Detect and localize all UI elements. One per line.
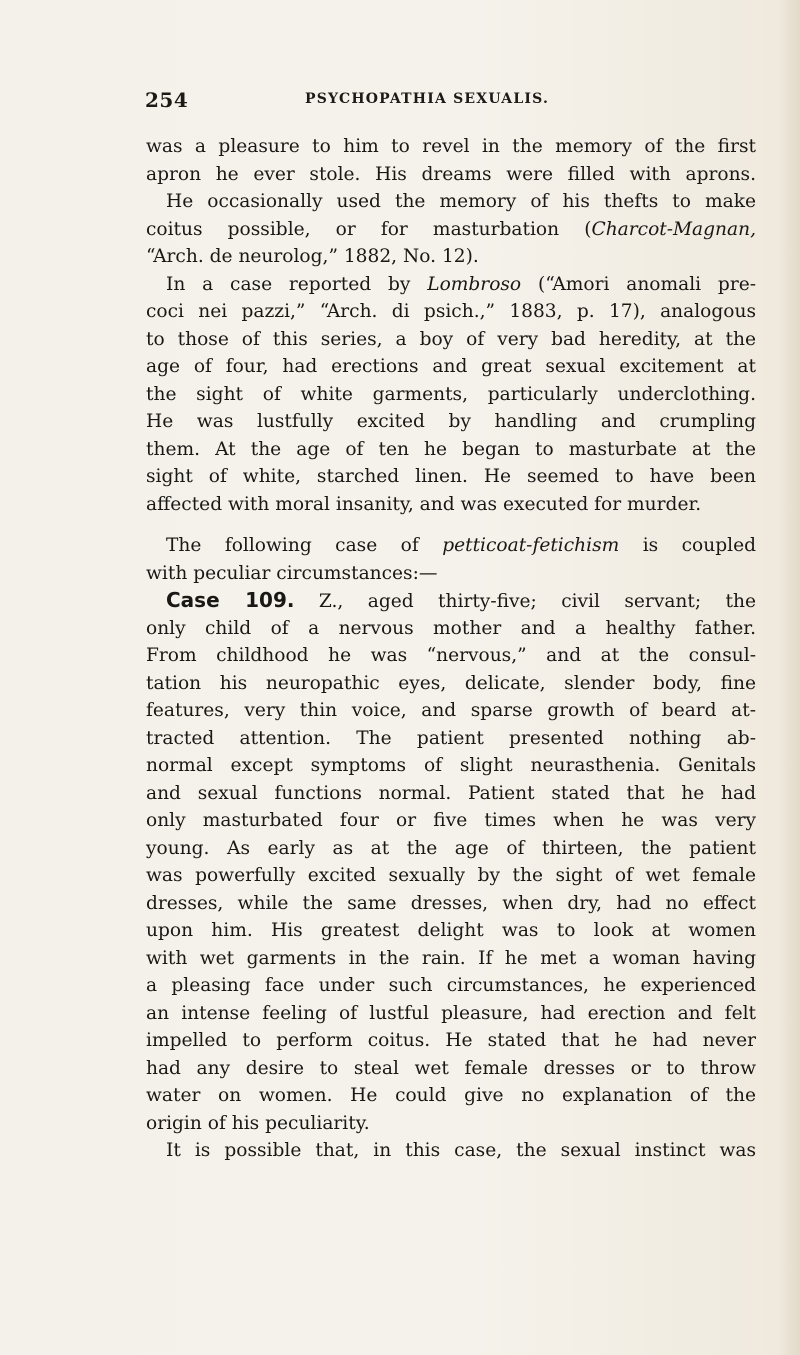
page-edge-shadow: [778, 0, 800, 1355]
text-line: sight of white, starched linen. He seemed to have been: [146, 466, 756, 487]
text-line: apron he ever stole. His dreams were filled with aprons.: [146, 163, 756, 185]
text-line: coci nei pazzi,” “Arch. di psich.,” 1883, p. 17), analogous: [146, 301, 756, 322]
running-title: PSYCHOPATHIA SEXUALIS.: [305, 91, 550, 107]
text-line: upon him. His greatest delight was to look at women: [146, 920, 756, 941]
text-line: age of four, had erections and great sexual excitement at: [146, 356, 756, 377]
author-citation: Charcot-Magnan,: [591, 218, 756, 240]
text-line: affected with moral insanity, and was executed for murder.: [146, 493, 702, 515]
text-line: dresses, while the same dresses, when dry, had no effect: [146, 892, 756, 914]
text-line: them. At the age of ten he began to masturbate at the: [146, 438, 756, 460]
text-line: impelled to perform coitus. He stated that he had never: [146, 1030, 756, 1051]
body-text: [146, 133, 756, 1165]
text-line: a pleasing face under such circumstances, he experienced: [146, 975, 756, 996]
page-header: [145, 88, 755, 118]
text-line: coitus possible, or for masturbation (Charcot-Magnan,: [146, 218, 756, 240]
text-line: only child of a nervous mother and a healthy father.: [146, 617, 756, 639]
text-line: “Arch. de neurolog,” 1882, No. 12).: [146, 246, 479, 267]
author-citation: Lombroso: [427, 273, 522, 295]
text-line: normal except symptoms of slight neurasthenia. Genitals: [146, 755, 756, 776]
text-line: to those of this series, a boy of very bad heredity, at the: [146, 328, 756, 350]
text-line: In a case reported by Lombroso (“Amori anomali pre-: [166, 273, 757, 295]
text-line: water on women. He could give no explanation of the: [146, 1085, 756, 1106]
text-line: had any desire to steal wet female dresses or to throw: [146, 1057, 756, 1079]
text-line: was a pleasure to him to revel in the memory of the first: [146, 136, 756, 157]
text-line: with peculiar circumstances:—: [146, 562, 438, 584]
text-line: From childhood he was “nervous,” and at the consul-: [146, 645, 756, 666]
text-line: tation his neuropathic eyes, delicate, slender body, fine: [146, 672, 756, 694]
text-line: origin of his peculiarity.: [146, 1112, 370, 1134]
text-line: was powerfully excited sexually by the sight of wet female: [146, 865, 756, 886]
text-line: The following case of petticoat-fetichism is coupled: [166, 535, 756, 556]
text-line: Case 109. Z., aged thirty-five; civil servant; the: [166, 588, 756, 612]
text-line: He was lustfully excited by handling and crumpling: [146, 411, 756, 432]
case-label: Case 109.: [166, 588, 295, 612]
text-line: the sight of white garments, particularly underclothing.: [146, 383, 756, 405]
text-line: and sexual functions normal. Patient stated that he had: [146, 782, 756, 804]
page-number: 254: [145, 88, 189, 112]
paragraph-gap: [146, 518, 756, 532]
text-line: only masturbated four or five times when he was very: [146, 810, 756, 831]
text-line: He occasionally used the memory of his thefts to make: [166, 191, 756, 212]
text-line: young. As early as at the age of thirteen, the patient: [146, 837, 756, 859]
text-line: It is possible that, in this case, the sexual instinct was: [166, 1140, 756, 1161]
text-line: features, very thin voice, and sparse growth of beard at-: [146, 700, 756, 721]
text-line: with wet garments in the rain. If he met a woman having: [146, 947, 756, 969]
text-line: an intense feeling of lustful pleasure, had erection and felt: [146, 1002, 756, 1024]
text-line: tracted attention. The patient presented nothing ab-: [146, 727, 756, 749]
emphasis-term: petticoat-fetichism: [442, 535, 620, 556]
